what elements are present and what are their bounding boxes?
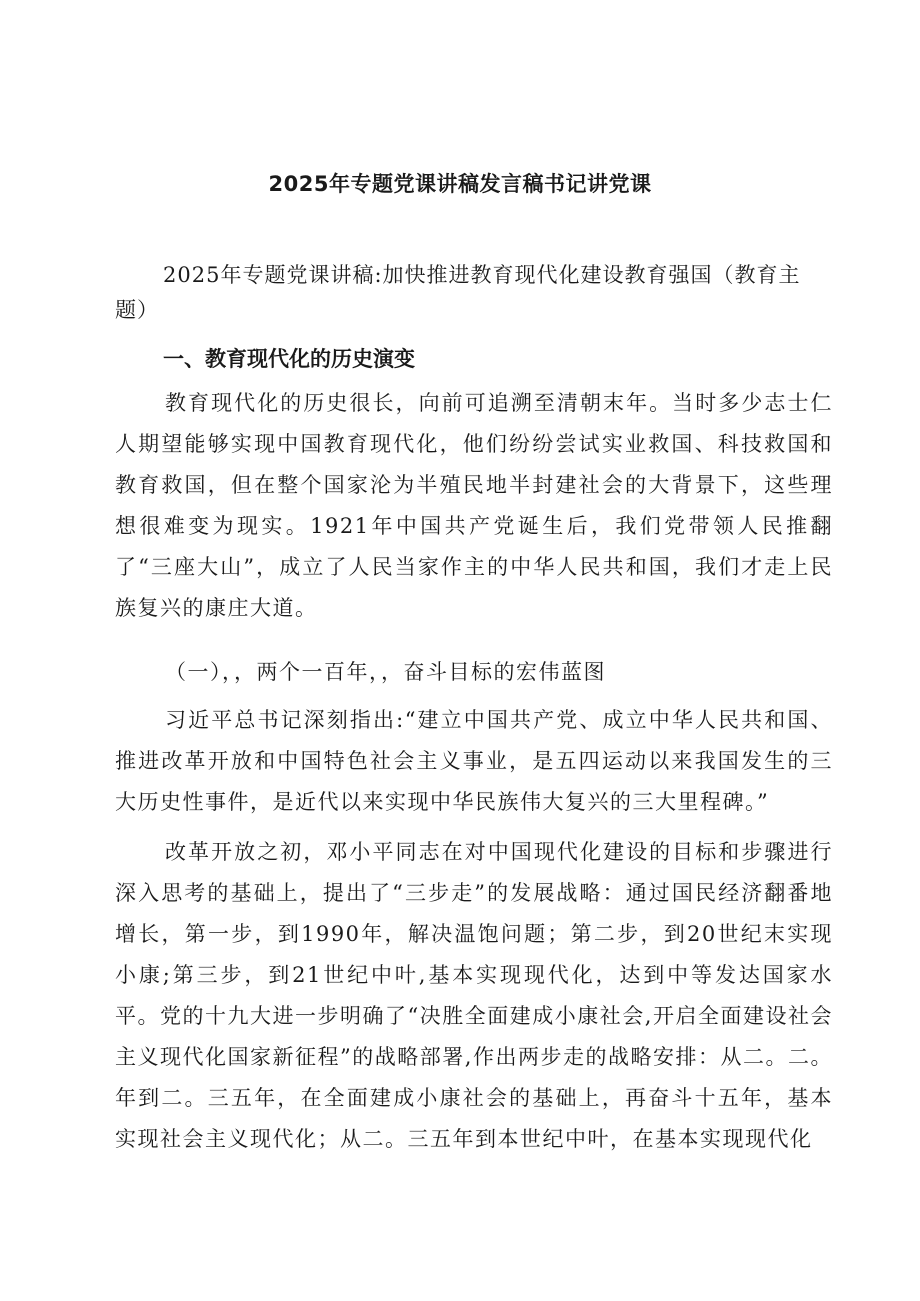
document-subtitle: 2025年专题党课讲稿:加快推进教育现代化建设教育强国（教育主题） (115, 263, 801, 322)
subsection-heading: （一），，两个一百年，，奋斗目标的宏伟蓝图 (165, 660, 606, 684)
paragraph-strategy: 改革开放之初，邓小平同志在对中国现代化建设的目标和步骤进行深入思考的基础上，提出了“三步走”的发展战略：通过国民经济翻番地增长，第一步，到1990年，解决温饱问题；第二步，到20世纪末实现小康;第三步，到21世纪中叶,基本实现现代化，达到中等发达国家水平。党的十九大进一步明确了“决胜全面建成小康社会,开启全面建设社会主义现代化国家新征程”的战略部署,作出两步走的战略安排：从二。二。年到二。三五年，在全面建成小康社会的基础上，再奋斗十五年，基本实现社会主义现代化；从二。三五年到本世纪中叶，在基本实现现代化 (115, 840, 833, 1151)
paragraph-quote: 习近平总书记深刻指出:“建立中国共产党、成立中华人民共和国、推进改革开放和中国特色社会主义事业，是五四运动以来我国发生的三大历史性事件，是近代以来实现中华民族伟大复兴的三大里程碑。” (115, 708, 833, 814)
paragraph-history: 教育现代化的历史很长，向前可追溯至清朝末年。当时多少志士仁人期望能够实现中国教育现代化，他们纷纷尝试实业救国、科技救国和教育救国，但在整个国家沦为半殖民地半封建社会的大背景下，这些理想很难变为现实。1921年中国共产党诞生后，我们党带领人民推翻了“三座大山”，成立了人民当家作主的中华人民共和国，我们才走上民族复兴的康庄大道。 (115, 391, 833, 620)
section-heading: 一、教育现代化的历史演变 (163, 347, 415, 371)
document-title: 2025年专题党课讲稿发言稿书记讲党课 (268, 172, 652, 196)
